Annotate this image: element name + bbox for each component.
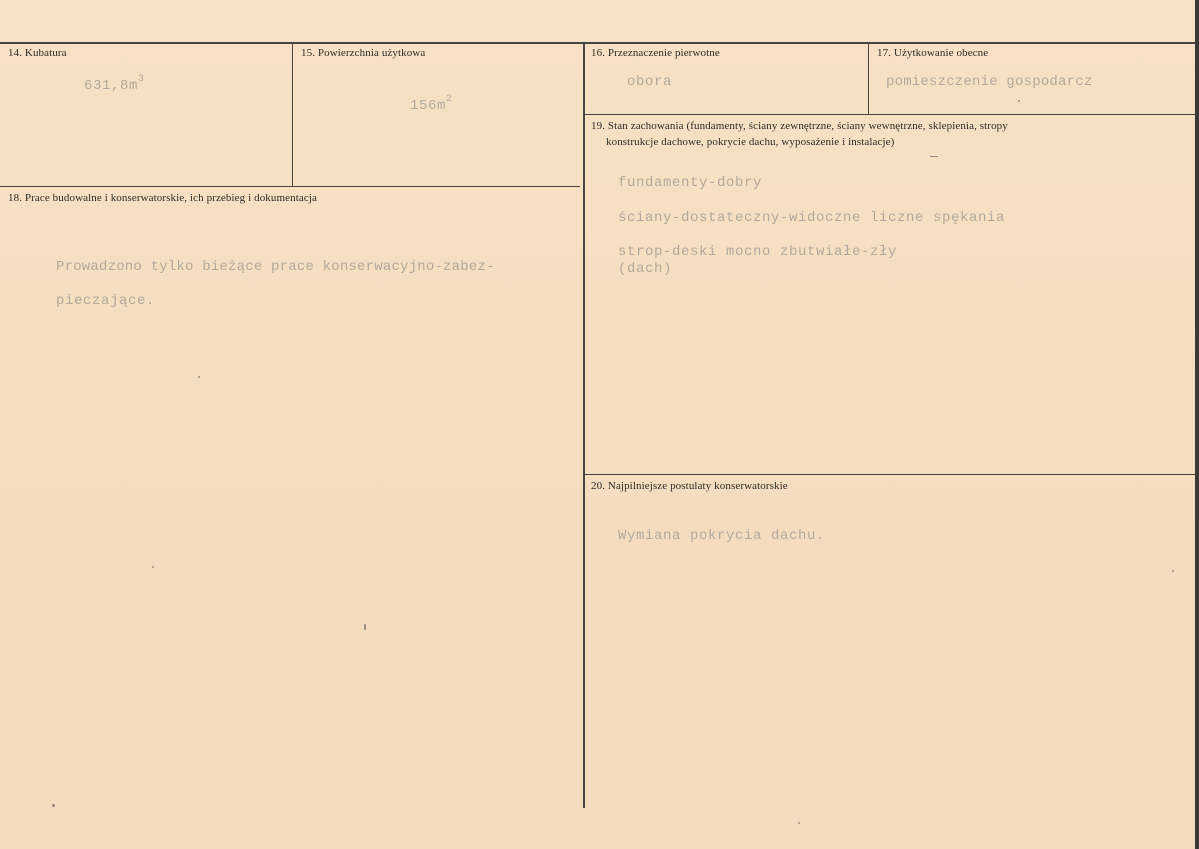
rule-above-19 xyxy=(585,114,1196,115)
divider-14-15 xyxy=(292,44,293,186)
paper-speck xyxy=(198,376,200,378)
field-19-line-2: ściany-dostateczny-widoczne liczne spękania xyxy=(618,210,1006,226)
top-rule xyxy=(0,42,1196,44)
rule-above-18 xyxy=(0,186,580,187)
paper-speck xyxy=(1018,100,1020,102)
field-15-value-text: 156m xyxy=(410,98,447,114)
field-17-value: pomieszczenie gospodarcz xyxy=(886,74,1093,90)
field-16-value: obora xyxy=(627,74,673,90)
field-14-value-text: 631,8m xyxy=(84,78,139,94)
field-18-line-1: Prowadzono tylko bieżące prace konserwacyjno-zabez- xyxy=(56,259,495,275)
paper-speck xyxy=(798,822,800,824)
rule-above-20 xyxy=(585,474,1196,475)
field-14-value xyxy=(84,74,145,94)
field-19-line-1: fundamenty-dobry xyxy=(618,175,763,191)
paper-speck xyxy=(52,804,55,807)
field-15-label: 15. Powierzchnia użytkowa xyxy=(301,47,426,59)
field-20-label: 20. Najpilniejsze postulaty konserwatorskie xyxy=(591,480,788,492)
field-19-line-4: (dach) xyxy=(618,261,673,277)
paper-speck xyxy=(364,624,366,630)
field-15-value xyxy=(410,94,453,114)
paper-speck xyxy=(1172,570,1174,572)
field-14-unit-exponent: 3 xyxy=(138,74,145,85)
field-14-label: 14. Kubatura xyxy=(8,47,67,59)
field-16-label: 16. Przeznaczenie pierwotne xyxy=(591,47,720,59)
card-edge xyxy=(1195,0,1199,849)
field-18-label: 18. Prace budowalne i konserwatorskie, ich przebieg i dokumentacja xyxy=(8,192,317,204)
field-19-label-line1: 19. Stan zachowania (fundamenty, ściany zewnętrzne, ściany wewnętrzne, sklepienia, stropy xyxy=(591,120,1008,132)
field-19-line-3: strop-deski mocno zbutwiałe-zły xyxy=(618,244,898,260)
field-15-unit-exponent: 2 xyxy=(446,94,453,105)
divider-16-17 xyxy=(868,44,869,114)
paper-speck xyxy=(930,156,938,157)
field-18-line-2: pieczające. xyxy=(56,293,156,309)
field-17-label: 17. Użytkowanie obecne xyxy=(877,47,989,59)
center-divider xyxy=(583,44,585,808)
paper-speck xyxy=(152,566,154,568)
field-19-label-line2: konstrukcje dachowe, pokrycie dachu, wyposażenie i instalacje) xyxy=(606,136,895,148)
field-20-value: Wymiana pokrycia dachu. xyxy=(618,528,826,544)
